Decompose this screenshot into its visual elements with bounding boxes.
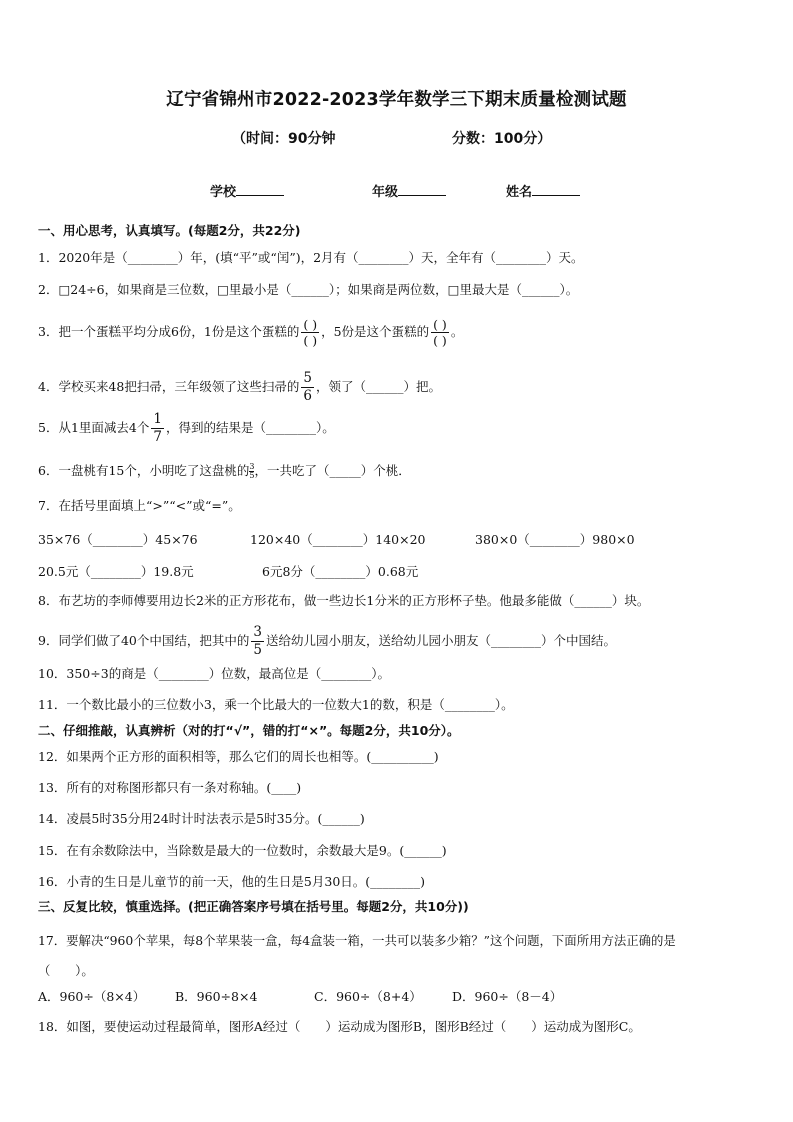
q3-f1-numerator: ( ) [303,317,318,332]
exam-score: 分数：100分） [452,131,552,147]
question-2: 2．□24÷6，如果商是三位数，□里最小是（______）；如果商是两位数，□里最大是（______）。 [38,282,579,297]
q5-text-a: 5．从1里面减去4个 [38,420,150,435]
question-16: 16．小青的生日是儿童节的前一天，他的生日是5月30日。(________) [38,874,426,889]
question-1: 1．2020年是（________）年，(填“平”或“闰”)，2月有（________）天，全年有（________）天。 [38,250,584,265]
q6-denominator: 5 [249,471,255,480]
q3-f2-denominator: ( ) [433,333,447,348]
question-18: 18．如图，要使运动过程最简单，图形A经过（ ）运动成为图形B，图形B经过（ ）运动成为图形C。 [38,1019,641,1034]
q9-text-a: 9．同学们做了40个中国结，把其中的 [38,633,250,648]
q5-numerator: 1 [153,411,162,427]
section-1-heading: 一、用心思考，认真填写。(每题2分，共22分) [38,223,301,238]
question-7: 7．在括号里面填上“>”“<”或“=”。 [38,498,241,513]
q3-text-a: 3．把一个蛋糕平均分成6份，1份是这个蛋糕的 [38,324,300,339]
q7-row1-c: 380×0（________）980×0 [475,532,635,547]
grade-label: 年级 [372,185,399,200]
question-13: 13．所有的对称图形都只有一条对称轴。(____) [38,780,302,795]
q9-denominator: 5 [253,642,262,658]
school-label: 学校 [210,185,237,200]
question-12: 12．如果两个正方形的面积相等，那么它们的周长也相等。(__________) [38,749,439,764]
q7-row2-a: 20.5元（________）19.8元 [38,564,194,579]
q3-fraction-2 [431,317,449,348]
question-5 [38,411,335,446]
question-4 [38,370,441,405]
question-10: 10．350÷3的商是（________）位数，最高位是（________）。 [38,666,390,681]
grade-blank[interactable] [398,183,446,196]
q9-text-b: 送给幼儿园小朋友，送给幼儿园小朋友（________）个中国结。 [265,633,616,648]
q7-row1-a: 35×76（________）45×76 [38,532,198,547]
school-blank[interactable] [236,183,284,196]
question-17 [38,926,753,986]
section-2-heading: 二、仔细推敲，认真辨析（对的打“√”，错的打“×”。每题2分，共10分）。 [38,723,460,738]
school-field[interactable] [210,181,284,200]
q5-denominator: 7 [153,429,162,445]
q4-text-a: 4．学校买来48把扫帚，三年级领了这些扫帚的 [38,379,300,394]
q3-fraction-1 [301,317,319,348]
q9-numerator: 3 [253,624,262,640]
question-14: 14．凌晨5时35分用24时计时法表示是5时35分。(______) [38,811,365,826]
q4-text-b: ，领了（______）把。 [315,379,441,394]
q4-numerator: 5 [303,370,312,386]
q4-fraction [301,370,314,405]
q3-text-b: ，5份是这个蛋糕的 [321,324,430,339]
q17-option-a[interactable]: A．960÷（8×4） [38,989,146,1004]
q3-f1-denominator: ( ) [303,333,318,348]
q17-option-b[interactable]: B．960÷8×4 [175,989,258,1004]
q3-f2-numerator: ( ) [433,317,447,332]
q17-text-a: 17．要解决“960个苹果，每8个苹果装一盒，每4盒装一箱，一共可以装多少箱？”这个问题，下面所用方法正确的是 [38,933,676,948]
q5-fraction [151,411,164,446]
q17-text-b: （ ）。 [38,963,94,978]
section-3-heading: 三、反复比较，慎重选择。(把正确答案序号填在括号里。每题2分，共10分)) [38,899,469,914]
q7-row1-b: 120×40（________）140×20 [250,532,426,547]
q17-option-d[interactable]: D．960÷（8－4） [452,989,563,1004]
name-field[interactable] [506,181,580,200]
q5-text-b: ，得到的结果是（________）。 [165,420,335,435]
question-11: 11．一个数比最小的三位数小3，乘一个比最大的一位数大1的数，积是（________）。 [38,697,514,712]
q6-text-b: ，一共吃了（_____）个桃． [254,463,411,478]
exam-time: （时间：90分钟 [232,131,336,147]
q4-denominator: 6 [303,388,312,404]
name-blank[interactable] [532,183,580,196]
question-6 [38,462,411,480]
question-8: 8．布艺坊的李师傅要用边长2米的正方形花布，做一些边长1分米的正方形杯子垫。他最多能做（______）块。 [38,593,650,608]
question-3 [38,317,463,348]
q6-numerator: 3 [249,462,255,471]
q17-option-c[interactable]: C．960÷（8+4） [314,989,422,1004]
q3-text-c: 。 [450,324,464,339]
q7-row2-b: 6元8分（________）0.68元 [262,564,419,579]
q6-text-a: 6．一盘桃有15个，小明吃了这盘桃的 [38,463,250,478]
grade-field[interactable] [372,181,446,200]
page-title: 辽宁省锦州市2022-2023学年数学三下期末质量检测试题 [166,90,627,110]
name-label: 姓名 [506,185,533,200]
question-15: 15．在有余数除法中，当除数是最大的一位数时，余数最大是9。(______) [38,843,447,858]
question-9 [38,624,616,659]
q9-fraction [251,624,264,659]
